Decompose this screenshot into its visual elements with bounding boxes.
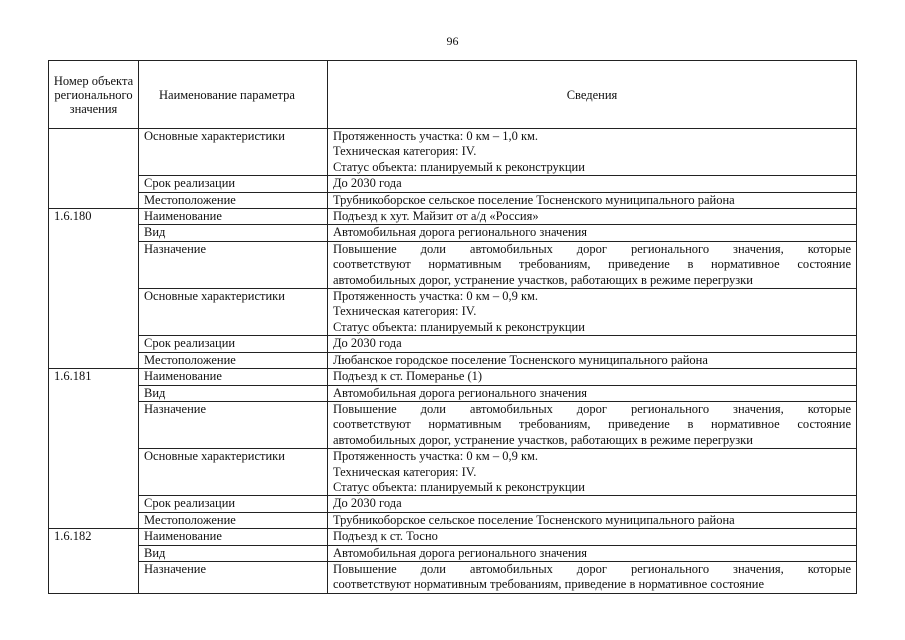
parameter-name-cell: Назначение [139, 241, 328, 288]
parameters-table [48, 60, 857, 594]
info-line: До 2030 года [333, 496, 402, 511]
info-cell [328, 496, 857, 512]
info-cell [328, 529, 857, 545]
parameter-name-cell: Основные характеристики [139, 449, 328, 496]
table-row [49, 385, 857, 401]
info-cell [328, 545, 857, 561]
info-cell [328, 449, 857, 496]
info-line: До 2030 года [333, 176, 402, 191]
info-line: Подъезд к ст. Тосно [333, 529, 438, 544]
table-row [49, 129, 857, 176]
table-row [49, 289, 857, 336]
header-object-number: Номер объекта регионального значения [49, 61, 139, 129]
info-cell [328, 369, 857, 385]
page-number: 96 [446, 34, 459, 48]
parameter-name-cell: Местоположение [139, 512, 328, 528]
table-row [49, 401, 857, 448]
info-line: Техническая категория: IV. [333, 304, 477, 319]
info-line: Протяженность участка: 0 км – 1,0 км. [333, 129, 539, 143]
header-parameter-name: Наименование параметра [139, 61, 328, 129]
table-row [49, 496, 857, 512]
info-line: Автомобильная дорога регионального значения [333, 545, 588, 560]
info-line: Трубникоборское сельское поселение Тосненского муниципального района [333, 192, 735, 207]
info-line: автомобильных дорог, устранение участков, работающих в режиме перегрузки [333, 272, 753, 287]
parameter-name-cell: Срок реализации [139, 336, 328, 352]
parameter-name-cell: Вид [139, 225, 328, 241]
table-row [49, 529, 857, 545]
info-cell [328, 561, 857, 593]
info-line: соответствуют нормативным требованиям, приведение в нормативное состояние [333, 417, 851, 432]
object-number-cell: 1.6.182 [49, 529, 139, 594]
info-line: Протяженность участка: 0 км – 0,9 км. [333, 449, 539, 464]
table-row [49, 209, 857, 225]
table-row [49, 561, 857, 593]
info-cell [328, 241, 857, 288]
info-cell [328, 385, 857, 401]
info-cell [328, 176, 857, 192]
object-number-cell: 1.6.180 [49, 209, 139, 369]
info-cell [328, 225, 857, 241]
info-line: Автомобильная дорога регионального значения [333, 225, 588, 240]
info-line: Любанское городское поселение Тосненского муниципального района [333, 352, 708, 367]
info-cell [328, 512, 857, 528]
info-cell [328, 209, 857, 225]
table-row [49, 545, 857, 561]
parameter-name-cell: Местоположение [139, 352, 328, 368]
info-cell [328, 289, 857, 336]
table-row [49, 176, 857, 192]
parameter-name-cell: Наименование [139, 209, 328, 225]
info-line: До 2030 года [333, 336, 402, 351]
table-row [49, 352, 857, 368]
table-row [49, 241, 857, 288]
table-row [49, 225, 857, 241]
info-cell [328, 352, 857, 368]
table-body [49, 129, 857, 594]
object-number-cell: 1.6.181 [49, 369, 139, 529]
parameter-name-cell: Основные характеристики [139, 289, 328, 336]
info-line: Техническая категория: IV. [333, 464, 477, 479]
info-line: Подъезд к ст. Померанье (1) [333, 369, 483, 384]
parameter-name-cell: Местоположение [139, 192, 328, 208]
info-cell [328, 129, 857, 176]
info-line: Статус объекта: планируемый к реконструкции [333, 319, 585, 334]
parameter-name-cell: Вид [139, 385, 328, 401]
info-line: Статус объекта: планируемый к реконструкции [333, 479, 585, 494]
parameter-name-cell: Наименование [139, 529, 328, 545]
table-row [49, 369, 857, 385]
info-line: Повышение доли автомобильных дорог регионального значения, которые [333, 401, 851, 416]
table-row [49, 512, 857, 528]
parameter-name-cell: Вид [139, 545, 328, 561]
info-line: Повышение доли автомобильных дорог регионального значения, которые [333, 561, 851, 576]
table-row [49, 192, 857, 208]
info-line: Техническая категория: IV. [333, 144, 477, 159]
object-number-cell [49, 129, 139, 209]
info-line: Автомобильная дорога регионального значения [333, 385, 588, 400]
info-cell [328, 401, 857, 448]
info-line: Статус объекта: планируемый к реконструкции [333, 159, 585, 174]
info-cell [328, 192, 857, 208]
info-line: Повышение доли автомобильных дорог регионального значения, которые [333, 241, 851, 256]
parameter-name-cell: Назначение [139, 561, 328, 593]
header-info: Сведения [328, 61, 857, 129]
table-row [49, 336, 857, 352]
parameter-name-cell: Срок реализации [139, 496, 328, 512]
info-line: Подъезд к хут. Майзит от а/д «Россия» [333, 209, 539, 224]
parameter-name-cell: Назначение [139, 401, 328, 448]
info-line: соответствуют нормативным требованиям, приведение в нормативное состояние [333, 577, 764, 592]
parameter-name-cell: Наименование [139, 369, 328, 385]
info-line: Протяженность участка: 0 км – 0,9 км. [333, 289, 539, 304]
info-line: автомобильных дорог, устранение участков, работающих в режиме перегрузки [333, 432, 753, 447]
info-line: соответствуют нормативным требованиям, приведение в нормативное состояние [333, 257, 851, 272]
parameter-name-cell: Срок реализации [139, 176, 328, 192]
table-header-row [49, 61, 857, 129]
table-row [49, 449, 857, 496]
parameter-name-cell: Основные характеристики [139, 129, 328, 176]
info-cell [328, 336, 857, 352]
info-line: Трубникоборское сельское поселение Тосненского муниципального района [333, 512, 735, 527]
